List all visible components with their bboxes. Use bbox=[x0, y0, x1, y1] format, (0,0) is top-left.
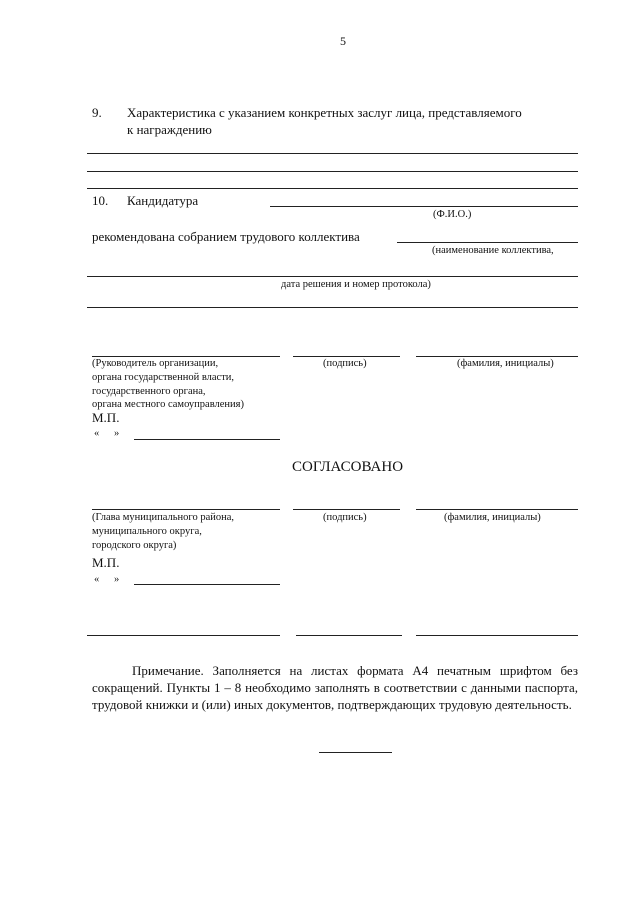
fio-blank-line[interactable] bbox=[270, 206, 578, 207]
approved-title: СОГЛАСОВАНО bbox=[292, 459, 404, 475]
extra-line-left[interactable] bbox=[87, 635, 280, 636]
head-caption-line3: городского округа) bbox=[92, 540, 177, 551]
stamp-label-1: М.П. bbox=[92, 410, 120, 425]
section9-blank-line-1[interactable] bbox=[87, 153, 578, 154]
name-line-2[interactable] bbox=[416, 509, 578, 510]
org-caption-line4: органа местного самоуправления) bbox=[92, 399, 244, 410]
section10-number: 10. bbox=[92, 193, 109, 208]
note-text: Примечание. Заполняется на листах формата А4 печатным шрифтом без сокращений. Пункты 1 – 8 необходимо заполнять в соответствии с данными паспорта, трудовой книжки и (или) иных документов, подтверждающих трудовую деятельность. bbox=[92, 663, 578, 712]
stamp-label-2: М.П. bbox=[92, 555, 120, 570]
head-signature-line[interactable] bbox=[92, 509, 280, 510]
date-line-2[interactable] bbox=[134, 584, 280, 585]
signature-caption-1: (подпись) bbox=[323, 358, 367, 369]
name-caption-2: (фамилия, инициалы) bbox=[444, 512, 541, 523]
page-number: 5 bbox=[340, 34, 346, 48]
date-quote-close-2: » bbox=[114, 574, 120, 585]
name-line-1[interactable] bbox=[416, 356, 578, 357]
date-quote-open-2: « bbox=[94, 574, 100, 585]
recommended-text: рекомендована собранием трудового коллектива bbox=[92, 229, 360, 244]
section9-blank-line-3[interactable] bbox=[87, 188, 578, 189]
decision-caption: дата решения и номер протокола) bbox=[281, 279, 431, 290]
footer-rule bbox=[319, 752, 392, 753]
head-caption-line1: (Глава муниципального района, bbox=[92, 512, 235, 523]
org-signature-line[interactable] bbox=[92, 356, 280, 357]
collective-caption: (наименование коллектива, bbox=[432, 245, 554, 256]
collective-blank-line[interactable] bbox=[397, 242, 578, 243]
decision-blank-line[interactable] bbox=[87, 307, 578, 308]
name-caption-1: (фамилия, инициалы) bbox=[457, 358, 554, 369]
org-caption-line2: органа государственной власти, bbox=[92, 372, 235, 383]
date-quote-close-1: » bbox=[114, 428, 120, 439]
signature-line-2[interactable] bbox=[293, 509, 400, 510]
org-caption-line1: (Руководитель организации, bbox=[92, 358, 219, 369]
date-line-1[interactable] bbox=[134, 439, 280, 440]
extra-line-middle[interactable] bbox=[296, 635, 402, 636]
fio-caption: (Ф.И.О.) bbox=[433, 209, 472, 220]
section9-text-line2: к награждению bbox=[127, 122, 212, 137]
section9-text-line1: Характеристика с указанием конкретных заслуг лица, представляемого bbox=[127, 105, 522, 120]
section10-label: Кандидатура bbox=[127, 193, 199, 208]
extra-line-right[interactable] bbox=[416, 635, 578, 636]
head-caption-line2: муниципального округа, bbox=[92, 526, 202, 537]
date-quote-open-1: « bbox=[94, 428, 100, 439]
signature-caption-2: (подпись) bbox=[323, 512, 367, 523]
section9-blank-line-2[interactable] bbox=[87, 171, 578, 172]
signature-line-1[interactable] bbox=[293, 356, 400, 357]
section9-number: 9. bbox=[92, 105, 102, 120]
org-caption-line3: государственного органа, bbox=[92, 386, 206, 397]
collective-blank-line-2[interactable] bbox=[87, 276, 578, 277]
